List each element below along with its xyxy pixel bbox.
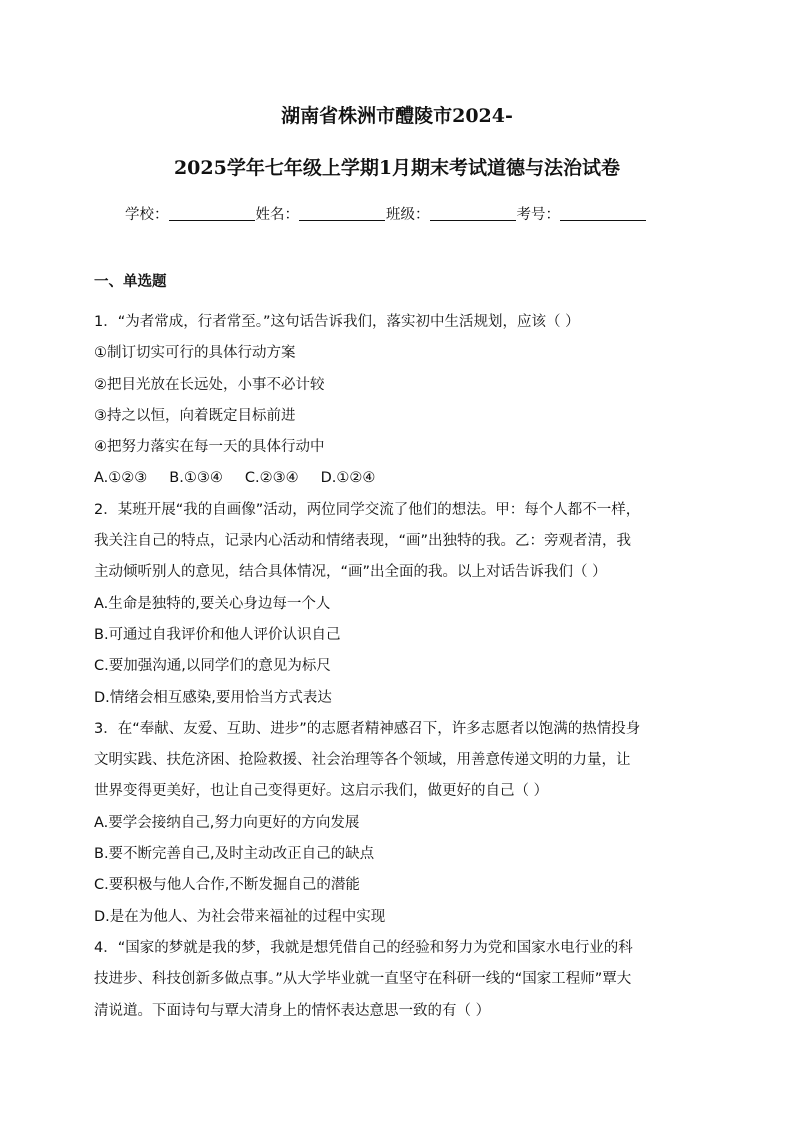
school-blank[interactable] bbox=[169, 206, 255, 221]
option-d[interactable]: D.情绪会相互感染,要用恰当方式表达 bbox=[94, 689, 332, 706]
question-stem-line: 3．在“奉献、友爱、互助、进步”的志愿者精神感召下，许多志愿者以饱满的热情投身 bbox=[94, 720, 641, 737]
option-a[interactable]: A.要学会接纳自己,努力向更好的方向发展 bbox=[94, 814, 360, 831]
option-c[interactable]: C.要积极与他人合作,不断发掘自己的潜能 bbox=[94, 877, 360, 894]
option-b[interactable]: B.要不断完善自己,及时主动改正自己的缺点 bbox=[94, 846, 375, 863]
question-stem-line: 2．某班开展“我的自画像”活动，两位同学交流了他们的想法。甲：每个人都不一样， bbox=[94, 501, 641, 518]
title-line-1: 湖南省株洲市醴陵市2024- bbox=[281, 105, 513, 127]
class-blank[interactable] bbox=[430, 206, 516, 221]
question-stem-line: 1．“为者常成，行者常至。”这句话告诉我们，落实初中生活规划，应该（ ） bbox=[94, 314, 580, 330]
option-c[interactable]: C.要加强沟通,以同学们的意见为标尺 bbox=[94, 658, 331, 675]
question-stem-line: 文明实践、扶危济困、抢险救援、社会治理等各个领域，用善意传递文明的力量，让 bbox=[94, 752, 631, 769]
school-label: 学校： bbox=[125, 207, 169, 223]
name-label: 姓名： bbox=[255, 207, 299, 223]
option-c[interactable]: C.②③④ bbox=[244, 470, 299, 487]
exam-number-blank[interactable] bbox=[560, 206, 646, 221]
question-stem-line: 技进步、科技创新多做点事。”从大学毕业就一直坚守在科研一线的“国家工程师”覃大 bbox=[94, 971, 632, 988]
question-3 bbox=[94, 714, 702, 933]
statement-item: ③持之以恒，向着既定目标前进 bbox=[94, 407, 296, 424]
class-field[interactable] bbox=[386, 204, 517, 226]
name-blank[interactable] bbox=[299, 206, 385, 221]
option-b[interactable]: B.①③④ bbox=[169, 470, 223, 487]
option-a[interactable]: A.①②③ bbox=[94, 470, 148, 487]
question-list bbox=[94, 307, 702, 1027]
question-stem-line: 清说道。下面诗句与覃大清身上的情怀表达意思一致的有（ ） bbox=[94, 1002, 491, 1019]
option-a[interactable]: A.生命是独特的,要关心身边每一个人 bbox=[94, 595, 331, 612]
question-stem-line: 我关注自己的特点，记录内心活动和情绪表现，“画”出独特的我。乙：旁观者清，我 bbox=[94, 533, 632, 550]
title-line-2: 2025学年七年级上学期1月期末考试道德与法治试卷 bbox=[173, 157, 621, 179]
answer-options-row bbox=[94, 463, 702, 494]
exam-number-field[interactable] bbox=[517, 204, 648, 226]
school-field[interactable] bbox=[125, 204, 256, 226]
question-4 bbox=[94, 933, 702, 1027]
question-1 bbox=[94, 307, 702, 495]
option-d[interactable]: D.①②④ bbox=[320, 470, 376, 487]
exam-number-label: 考号： bbox=[516, 207, 560, 223]
statement-item: ④把努力落实在每一天的具体行动中 bbox=[94, 439, 325, 456]
name-field[interactable] bbox=[256, 204, 387, 226]
question-stem-line: 4．“国家的梦就是我的梦，我就是想凭借自己的经验和努力为党和国家水电行业的科 bbox=[94, 939, 633, 956]
option-d[interactable]: D.是在为他人、为社会带来福祉的过程中实现 bbox=[94, 908, 386, 925]
class-label: 班级： bbox=[386, 207, 430, 223]
section-title: 一、单选题 bbox=[94, 274, 167, 290]
question-stem-line: 世界变得更美好，也让自己变得更好。这启示我们，做更好的自己（ ） bbox=[94, 783, 549, 800]
question-2 bbox=[94, 495, 702, 714]
statement-item: ①制订切实可行的具体行动方案 bbox=[94, 345, 296, 362]
question-stem-line: 主动倾听别人的意见，结合具体情况，“画”出全面的我。以上对话告诉我们（ ） bbox=[94, 564, 607, 581]
student-info-row bbox=[125, 204, 685, 226]
statement-item: ②把目光放在长远处，小事不必计较 bbox=[94, 376, 325, 393]
option-b[interactable]: B.可通过自我评价和他人评价认识自己 bbox=[94, 626, 341, 643]
